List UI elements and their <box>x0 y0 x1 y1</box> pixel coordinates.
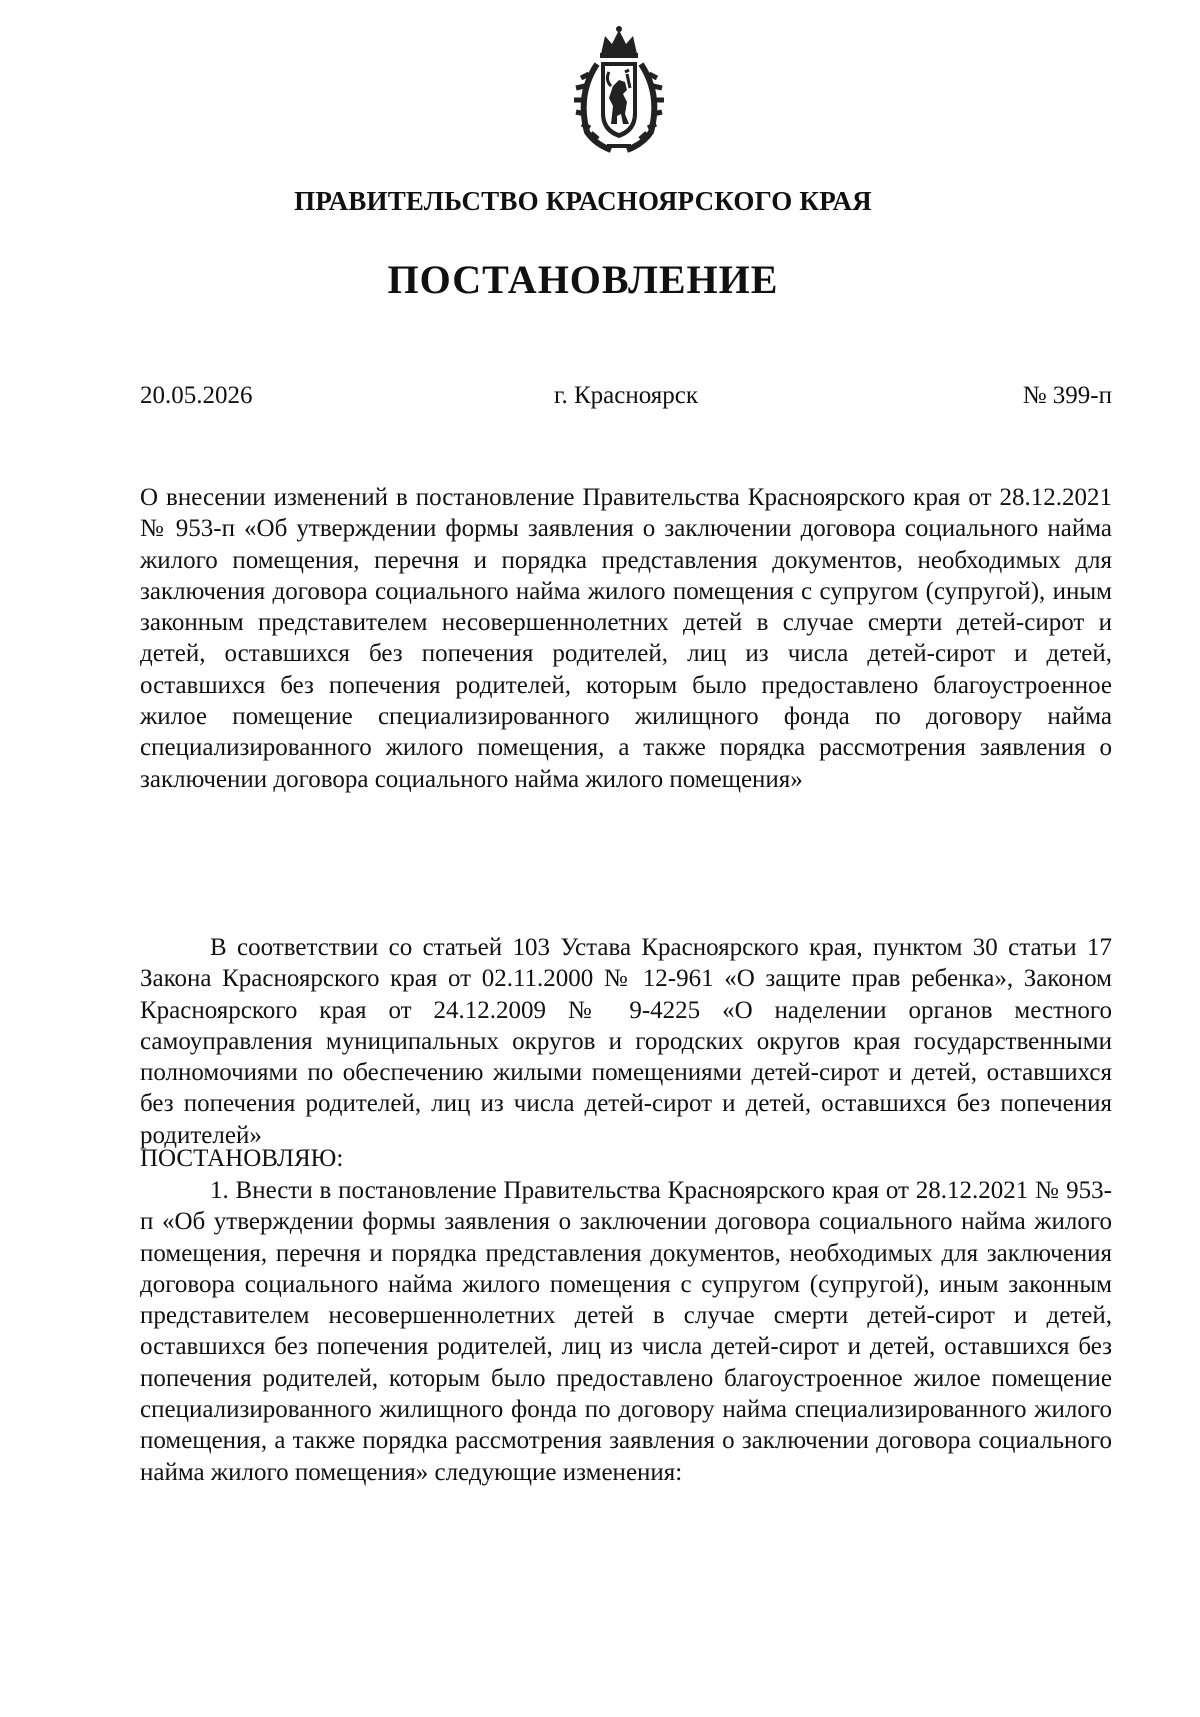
document-city: г. Красноярск <box>554 382 698 409</box>
coat-of-arms-icon <box>567 24 671 154</box>
document-date: 20.05.2026 <box>140 382 253 409</box>
decree-item-1: 1. Внести в постановление Правительства Красноярского края от 28.12.2021 № 953-п «Об утверждении формы заявления о заключении договора социального найма жилого помещения, перечня и порядка представления документов, необходимых для заключения договора социального найма жилого помещения с супругом (супругой), иным законным представителем несовершеннолетних детей в случае смерти детей-сирот и детей, оставшихся без попечения родителей, лиц из числа детей-сирот и детей, оставшихся без попечения родителей, которым было предоставлено благоустроенное жилое помещение специализированного жилищного фонда по договору найма специализированного жилого помещения, а также порядка рассмотрения заявления о заключении договора социального найма жилого помещения» следующие изменения: <box>140 1177 1112 1486</box>
document-subject: О внесении изменений в постановление Правительства Красноярского края от 28.12.2021 № 953-п «Об утверждении формы заявления о заключении договора социального найма жилого помещения, перечня и порядка представления документов, необходимых для заключения договора социального найма жилого помещения с супругом (супругой), иным законным представителем несовершеннолетних детей в случае смерти детей-сирот и детей, оставшихся без попечения родителей, лиц из числа детей-сирот и детей, оставшихся без попечения родителей, которым было предоставлено благоустроенное жилое помещение специализированного жилищного фонда по договору найма специализированного жилого помещения, а также порядка рассмотрения заявления о заключении договора социального найма жилого помещения» <box>140 484 1112 793</box>
document-meta-row <box>140 382 1112 416</box>
decree-word: ПОСТАНОВЛЯЮ: <box>140 1145 344 1172</box>
document-type-title: ПОСТАНОВЛЕНИЕ <box>387 257 779 302</box>
preamble-paragraph: В соответствии со статьей 103 Устава Красноярского края, пунктом 30 статьи 17 Закона Красноярского края от 02.11.2000 № 12-961 «О защите прав ребенка», Законом Красноярского края от 24.12.2009 № 9-4225 «О наделении органов местного самоуправления муниципальных округов и городских округов края государственными полномочиями по обеспечению жилыми помещениями детей-сирот и детей, оставшихся без попечения родителей, лиц из числа детей-сирот и детей, оставшихся без попечения родителей» <box>140 934 1112 1149</box>
document-number: № 399-п <box>1022 382 1112 409</box>
organization-title: ПРАВИТЕЛЬСТВО КРАСНОЯРСКОГО КРАЯ <box>294 186 872 216</box>
